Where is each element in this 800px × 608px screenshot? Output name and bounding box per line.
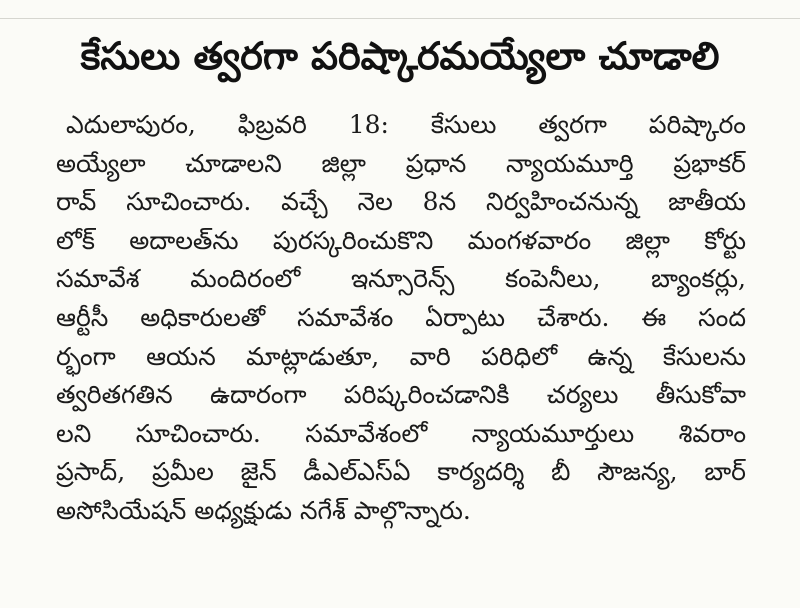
body-line: అసోసియేషన్ అధ్యక్షుడు నగేశ్ పాల్గొన్నారు. bbox=[56, 495, 471, 525]
body-line: లోక్ అదాలత్‌ను పురస్కరించుకొని మంగళవారం జిల్లా కోర్టు bbox=[56, 225, 746, 255]
body-line: అయ్యేలా చూడాలని జిల్లా ప్రధాన న్యాయమూర్తి ప్రభాకర్ bbox=[56, 148, 746, 178]
column-divider bbox=[0, 18, 800, 19]
body-line: సమావేశ మందిరంలో ఇన్సూరెన్స్ కంపెనీలు, బ్యాంకర్లు, bbox=[56, 264, 746, 294]
article-headline: కేసులు త్వరగా పరిష్కారమయ్యేలా చూడాలి bbox=[80, 34, 720, 78]
cut-off-previous-text bbox=[60, 0, 760, 11]
article-body bbox=[56, 106, 746, 531]
body-line: లని సూచించారు. సమావేశంలో న్యాయమూర్తులు శివరాం bbox=[56, 418, 746, 448]
body-line: ప్రసాద్, ప్రమీల జైన్ డీఎల్ఎస్ఏ కార్యదర్శి బీ సౌజన్య, బార్ bbox=[56, 457, 746, 487]
body-line: ఎదులాపురం, ఫిబ్రవరి 18: కేసులు త్వరగా పరిష్కారం bbox=[66, 110, 746, 139]
body-line: ఆర్టీసీ అధికారులతో సమావేశం ఏర్పాటు చేశారు. ఈ సంద bbox=[56, 302, 746, 332]
body-line: త్వరితగతిన ఉదారంగా పరిష్కరించడానికి చర్యలు తీసుకోవా bbox=[56, 380, 746, 410]
body-line: ర్భంగా ఆయన మాట్లాడుతూ, వారి పరిధిలో ఉన్న కేసులను bbox=[56, 341, 746, 371]
body-line: రావ్ సూచించారు. వచ్చే నెల 8న నిర్వహించనున్న జాతీయ bbox=[56, 187, 746, 217]
